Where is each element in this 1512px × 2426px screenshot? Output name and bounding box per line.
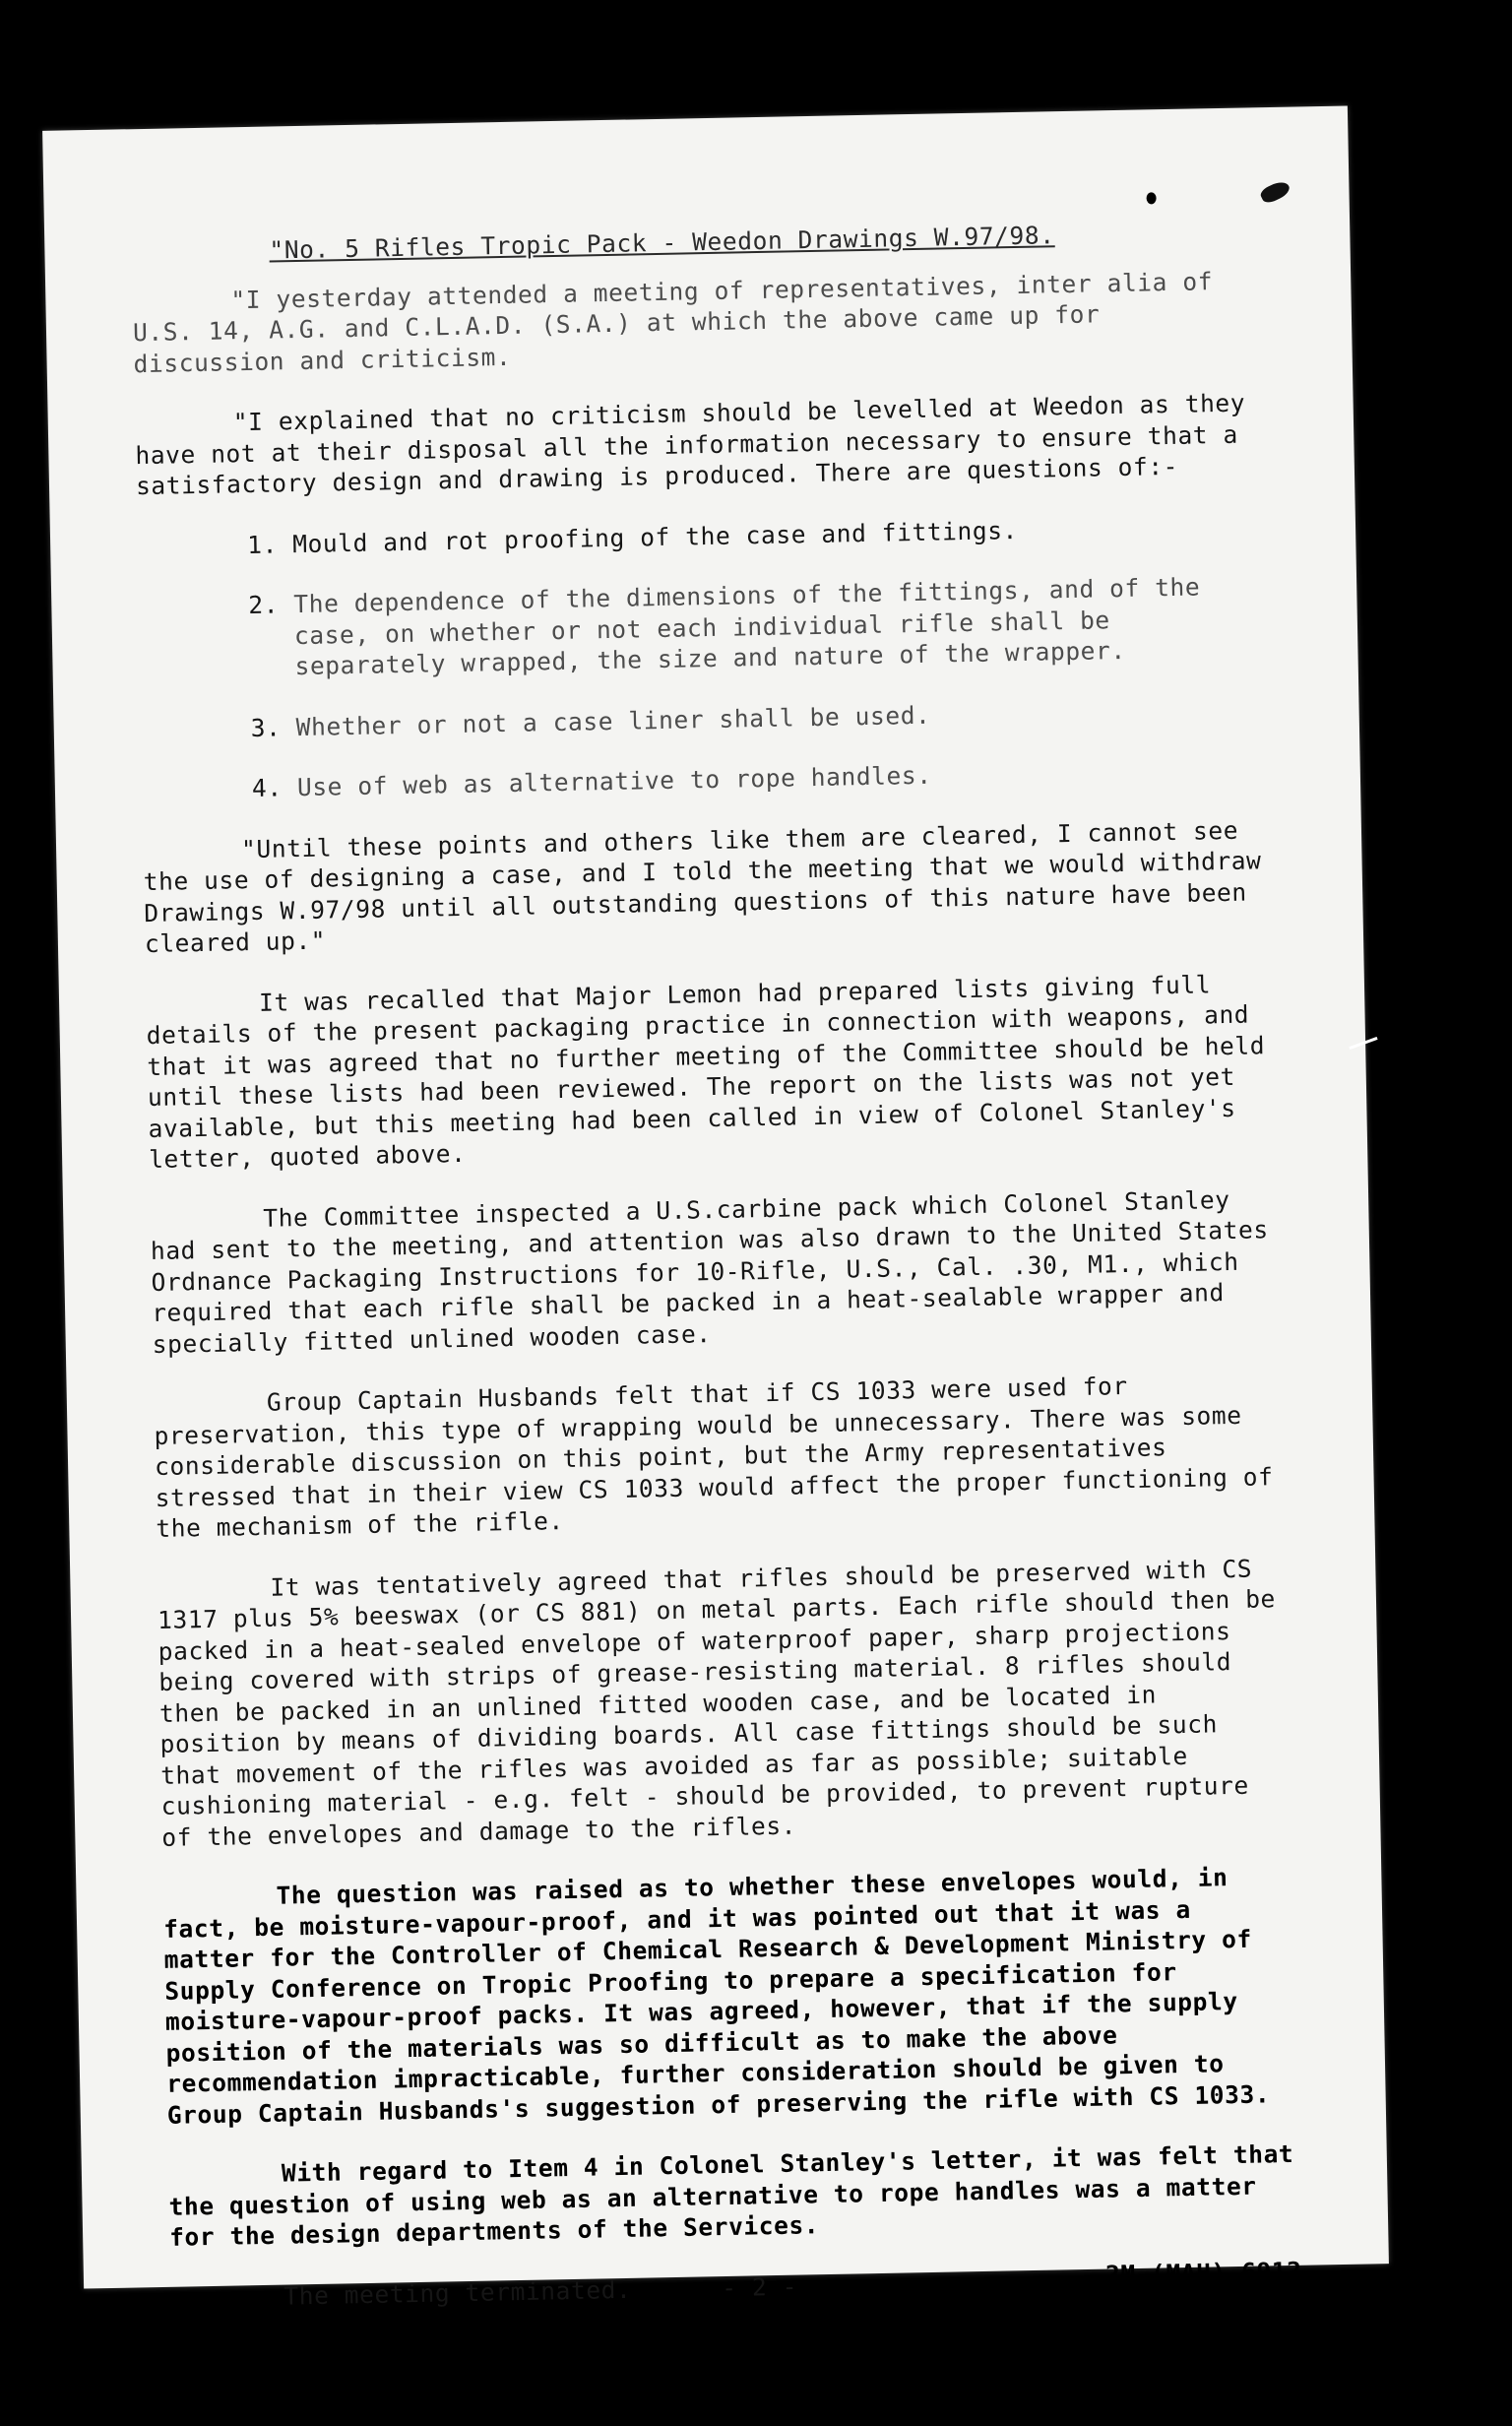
list-item-text: Whether or not a case liner shall be used. — [295, 700, 931, 741]
paragraph-cs-1033-discussion: Group Captain Husbands felt that if CS 1033 were used for preservation, this type of wrapping would be unnecessary. There was some considerable discussion on this point, but the Army representatives stressed that in their view CS 1033 would affect the proper functioning of the mechanism of the rifle. — [154, 1371, 1290, 1543]
paragraph-carbine-pack: The Committee inspected a U.S.carbine pack which Colonel Stanley had sent to the meeting, and attention was also drawn to the United States Ordnance Packaging Instructions for 10-Rifle, U.S., Cal. .30, M1., which required that each rifle shall be packed in a heat-sealable wrapper and specially fitted unlined wooden case. — [150, 1184, 1285, 1359]
closing-statement: The meeting terminated. — [284, 2274, 632, 2311]
paragraph-criticism-explained: "I explained that no criticism should be levelled at Weedon as they have not at their disposal all the information necessary to ensure that a satisfactory design and drawing is produced. There are questions of:- — [135, 388, 1261, 501]
reference-code: 2M (MAH) 6912 — [1104, 2256, 1302, 2289]
list-item — [138, 570, 1272, 685]
page-number: - 2 - — [721, 2271, 798, 2302]
document-body — [131, 216, 1309, 2322]
list-item-number: 2. — [248, 590, 280, 619]
list-item-text: Use of web as alternative to rope handles. — [296, 760, 932, 802]
list-item — [137, 510, 1269, 563]
list-item-text: The dependence of the dimensions of the fittings, and of the case, on whether or not each individual rifle shall be separately wrapped, the size and nature of the wrapper. — [293, 572, 1201, 681]
ink-blot — [1259, 178, 1292, 206]
list-item — [142, 753, 1274, 806]
paragraph-web-handles: With regard to Item 4 in Colonel Stanley's letter, it was felt that the question of using web as an alternative to rope handles was a matter for the design departments of the Services. — [168, 2139, 1309, 2252]
paragraph-meeting-attended: "I yesterday attended a meeting of representatives, inter alia of U.S. 14, A.G. and C.L.A.D. (S.A.) at which the above came up for discussion and criticism. — [132, 266, 1228, 378]
paragraph-preservation-agreement: It was tentatively agreed that rifles should be preserved with CS 1317 plus 5% beeswax (or CS 881) on metal parts. Each rifle should then be packed in a heat-sealed envelope of waterproof paper, sharp projections being covered with strips of grease-resisting material. 8 rifles should then be packed in an unlined fitted wooden case, and be located in position by means of dividing boards. All case fittings should be such that movement of the rifles was avoided as far as possible; suitable cushioning material - e.g. felt - should be provided, to prevent rupture of the envelopes and damage to the rifles. — [157, 1553, 1292, 1852]
list-item-number: 4. — [251, 773, 283, 802]
list-item-text: Mould and rot proofing of the case and fittings. — [291, 515, 1019, 558]
paragraph-moisture-vapour-proof: The question was raised as to whether these envelopes would, in fact, be moisture-vapour-proof, and it was pointed out that it was a matter for the Controller of Chemical Research & Development Ministry of Supply Conference on Tropic Proofing to prepare a specification for moisture-vapour-proof packs. It was agreed, however, that if the supply position of the materials was so difficult as to make the above recommendation impracticable, further consideration should be given to Group Captain Husbands's suggestion of preserving the rifle with CS 1033. — [162, 1862, 1271, 2130]
questions-list — [137, 510, 1274, 806]
list-item-number: 3. — [250, 712, 282, 742]
ink-speck — [1146, 192, 1156, 204]
list-item-number: 1. — [246, 529, 279, 559]
document-page — [42, 105, 1389, 2311]
paragraph-withdraw-drawings: "Until these points and others like them are cleared, I cannot see the use of designing a case, and I told the meeting that we would withdraw Drawings W.97/98 until all outstanding questions of this nature have been cleared up." — [143, 814, 1278, 959]
paragraph-major-lemon-lists: It was recalled that Major Lemon had prepared lists giving full details of the present packaging practice in connection with weapons, and that it was agreed that no further meeting of the Committee should be held until these lists had been reviewed. The report on the lists was not yet available, but this meeting had been called in view of Colonel Stanley's letter, quoted above. — [146, 969, 1281, 1175]
document-title: "No. 5 Rifles Tropic Pack - Weedon Drawings W.97/98. — [269, 221, 1055, 265]
page-footer — [170, 2256, 1303, 2322]
list-item — [140, 693, 1272, 746]
